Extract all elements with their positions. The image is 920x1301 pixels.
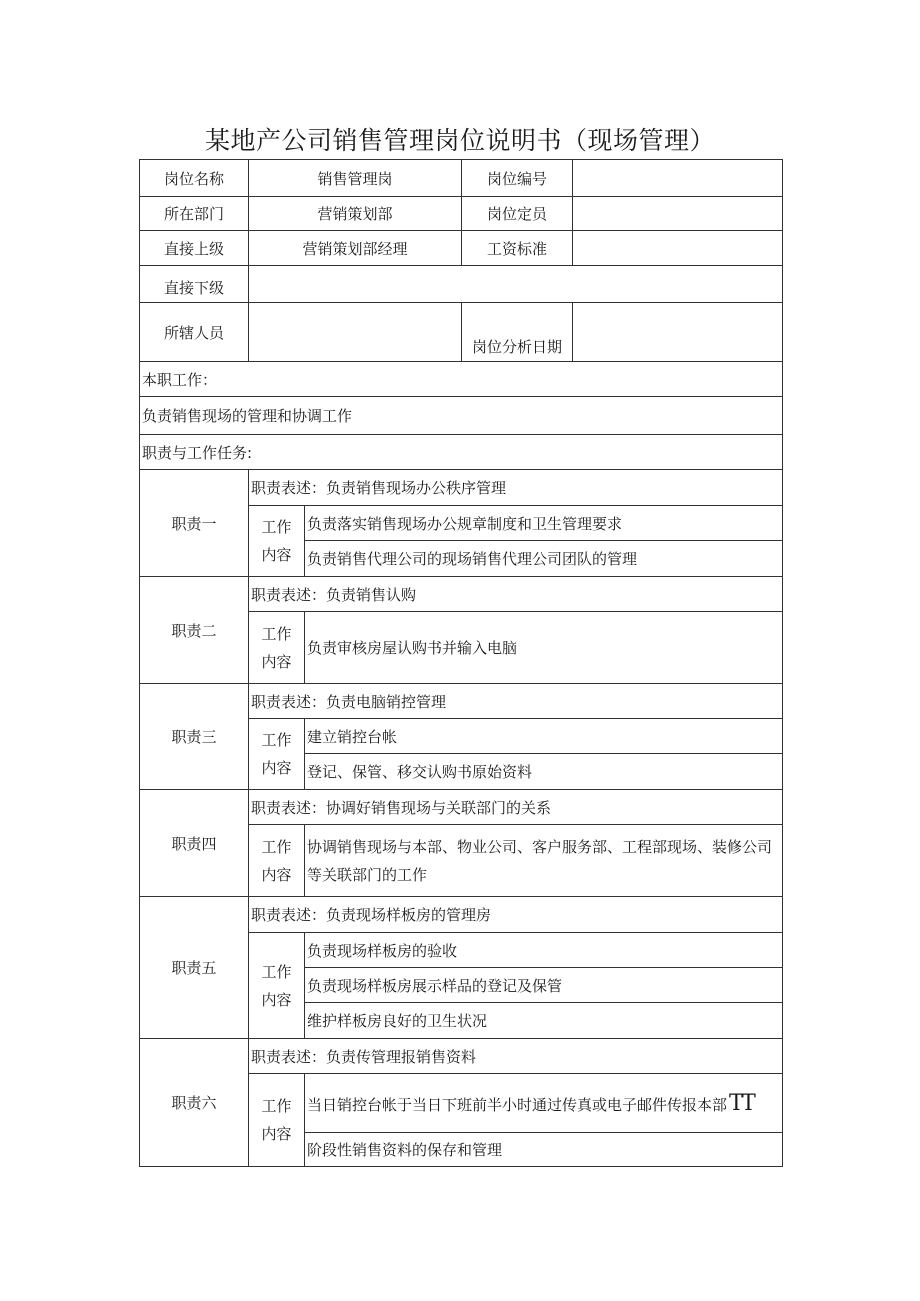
duty-name: 职责一 <box>140 470 249 577</box>
work-content-label: 工作 内容 <box>249 719 305 790</box>
header-row-superior <box>140 231 783 266</box>
analysis-date-label: 岗位分析日期 <box>462 303 573 362</box>
position-name-value: 销售管理岗 <box>249 160 462 197</box>
duty-row <box>140 470 783 506</box>
duty-item: 登记、保管、移交认购书原始资料 <box>305 754 783 790</box>
duty-item: 负责现场样板房展示样品的登记及保管 <box>305 968 783 1003</box>
job-summary-label-row <box>140 362 783 397</box>
headcount-value <box>573 197 783 231</box>
duty-item: 阶段性销售资料的保存和管理 <box>305 1133 783 1167</box>
duty-item: 当日销控台帐于当日下班前半小时通过传真或电子邮件传报本部TT <box>305 1074 783 1133</box>
department-label: 所在部门 <box>140 197 249 231</box>
position-name-label: 岗位名称 <box>140 160 249 197</box>
duty-statement: 职责表述：负责传管理报销售资料 <box>249 1039 783 1074</box>
work-content-label: 工作 内容 <box>249 825 305 897</box>
superior-label: 直接上级 <box>140 231 249 266</box>
duty-row <box>140 684 783 719</box>
duty-item: 负责落实销售现场办公规章制度和卫生管理要求 <box>305 506 783 541</box>
duty-item: 维护样板房良好的卫生状况 <box>305 1003 783 1039</box>
job-summary-text: 负责销售现场的管理和协调工作 <box>140 397 783 435</box>
duty-item: 负责审核房屋认购书并输入电脑 <box>305 612 783 684</box>
job-description-table <box>139 159 783 1167</box>
duty-name: 职责四 <box>140 790 249 897</box>
header-row-staff <box>140 303 783 362</box>
duty-row <box>140 897 783 933</box>
duty-row <box>140 790 783 825</box>
duty-row <box>140 1039 783 1074</box>
salary-label: 工资标准 <box>462 231 573 266</box>
duty-statement: 职责表述：负责销售认购 <box>249 577 783 612</box>
duties-label: 职责与工作任务: <box>140 435 783 470</box>
headcount-label: 岗位定员 <box>462 197 573 231</box>
duty-statement: 职责表述：负责现场样板房的管理房 <box>249 897 783 933</box>
staff-value <box>249 303 462 362</box>
duty-statement: 职责表述：负责销售现场办公秩序管理 <box>249 470 783 506</box>
position-no-value <box>573 160 783 197</box>
subordinate-label: 直接下级 <box>140 266 249 303</box>
superior-value: 营销策划部经理 <box>249 231 462 266</box>
position-no-label: 岗位编号 <box>462 160 573 197</box>
work-content-label: 工作 内容 <box>249 1074 305 1167</box>
duty-name: 职责二 <box>140 577 249 684</box>
duty-name: 职责三 <box>140 684 249 790</box>
job-summary-row <box>140 397 783 435</box>
salary-value <box>573 231 783 266</box>
duty-item-suffix: TT <box>729 1090 753 1116</box>
duty-item: 建立销控台帐 <box>305 719 783 754</box>
job-summary-label: 本职工作： <box>140 362 783 397</box>
duty-item: 负责现场样板房的验收 <box>305 933 783 968</box>
work-content-label: 工作 内容 <box>249 933 305 1039</box>
department-value: 营销策划部 <box>249 197 462 231</box>
analysis-date-value <box>573 303 783 362</box>
header-row-subordinate <box>140 266 783 303</box>
duty-name: 职责五 <box>140 897 249 1039</box>
work-content-label: 工作 内容 <box>249 506 305 577</box>
duty-name: 职责六 <box>140 1039 249 1167</box>
duties-label-row <box>140 435 783 470</box>
staff-label: 所辖人员 <box>140 303 249 362</box>
duty-row <box>140 577 783 612</box>
duty-statement: 职责表述：负责电脑销控管理 <box>249 684 783 719</box>
duty-item: 负责销售代理公司的现场销售代理公司团队的管理 <box>305 541 783 577</box>
page-title: 某地产公司销售管理岗位说明书（现场管理） <box>204 126 715 155</box>
work-content-label: 工作 内容 <box>249 612 305 684</box>
subordinate-value <box>249 266 783 303</box>
header-row-position <box>140 160 783 197</box>
duty-item: 协调销售现场与本部、物业公司、客户服务部、工程部现场、装修公司等关联部门的工作 <box>305 825 783 897</box>
duty-statement: 职责表述：协调好销售现场与关联部门的关系 <box>249 790 783 825</box>
header-row-department <box>140 197 783 231</box>
